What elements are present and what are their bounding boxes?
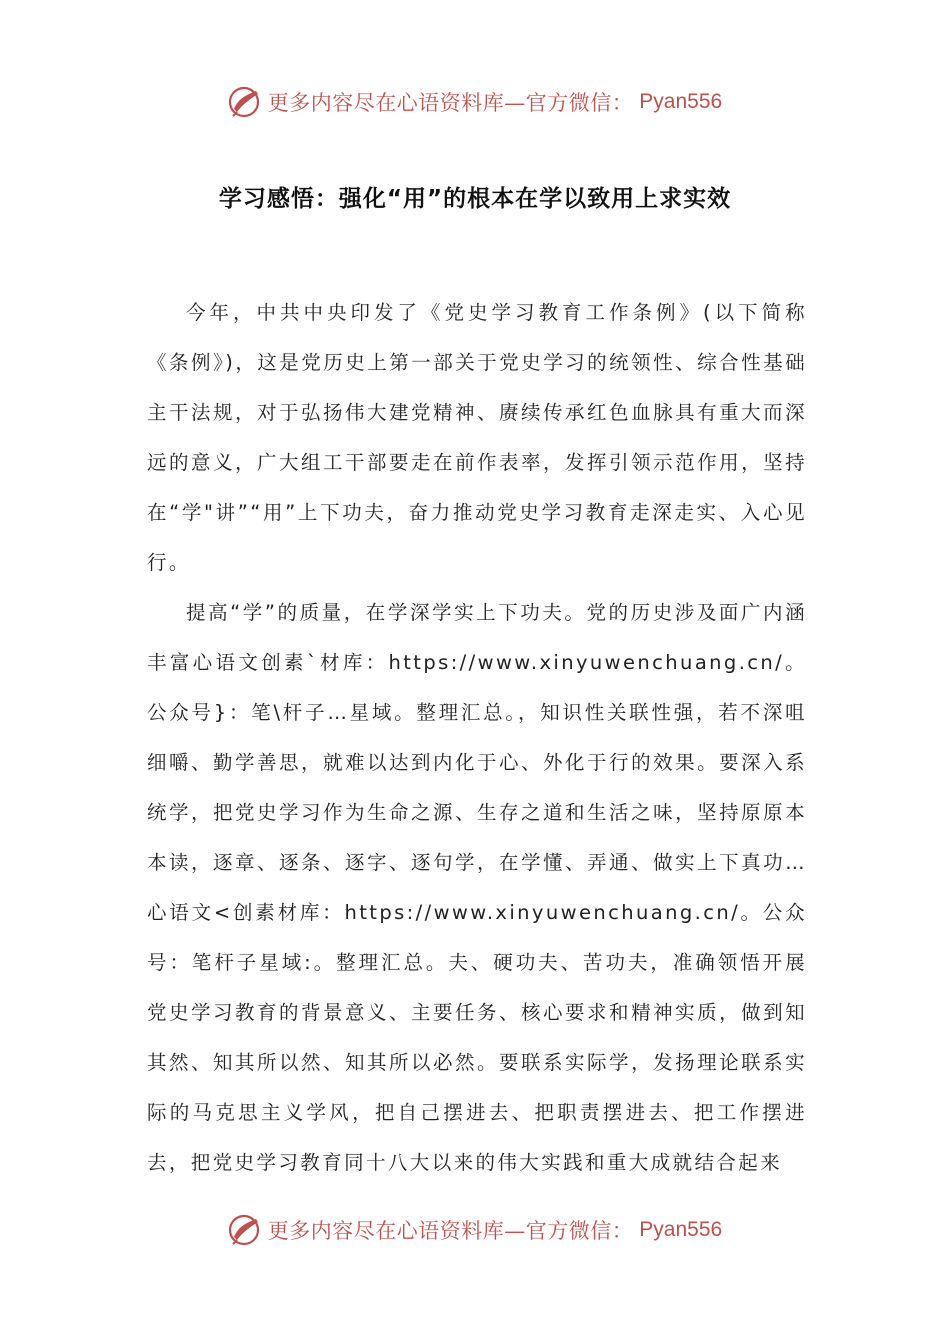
article-body xyxy=(147,288,807,1188)
paragraph-1: 今年，中共中央印发了《党史学习教育工作条例》(以下简称《条例》)，这是党历史上第一部关于党史学习的统领性、综合性基础主干法规，对于弘扬伟大建党精神、赓续传承红色血脉具有重大而深远的意义，广大组工干部要走在前作表率，发挥引领示范作用，坚持在“学"讲”“用”上下功夫，奋力推动党史学习教育走深走实、入心见行。 xyxy=(147,301,807,574)
pen-logo-icon xyxy=(228,85,262,119)
page-title: 学习感悟：强化“用”的根本在学以致用上求实效 xyxy=(218,186,732,212)
header-banner xyxy=(0,82,950,122)
pen-logo-icon xyxy=(228,1213,262,1247)
paragraph-2: 提高“学”的质量，在学深学实上下功夫。党的历史涉及面广内涵丰富心语文创素`材库：https://www.xinyuwenchuang.cn/。公众号}：笔\杆子…星域。整理汇总。，知识性关联性强，若不深咀细嚼、勤学善思，就难以达到内化于心、外化于行的效果。要深入系统学，把党史学习作为生命之源、生存之道和生活之味，坚持原原本本读，逐章、逐条、逐字、逐句学，在学懂、弄通、做实上下真功…心语文<创素材库：https://www.xinyuwenchuang.cn/。公众号：笔杆子星域:。整理汇总。夫、硬功夫、苦功夫，准确领悟开展党史学习教育的背景意义、主要任务、核心要求和精神实质，做到知其然、知其所以然、知其所以必然。要联系实际学，发扬理论联系实际的马克思主义学风，把自己摆进去、把职责摆进去、把工作摆进去，把党史学习教育同十八大以来的伟大实践和重大成就结合起来 xyxy=(147,601,807,1174)
banner-text: 更多内容尽在心语资料库—官方微信： xyxy=(267,1219,634,1243)
banner-wechat-id: Pyan556 xyxy=(639,90,723,113)
banner-text: 更多内容尽在心语资料库—官方微信： xyxy=(267,91,634,115)
banner-wechat-id: Pyan556 xyxy=(639,1218,723,1241)
footer-banner xyxy=(0,1210,950,1250)
